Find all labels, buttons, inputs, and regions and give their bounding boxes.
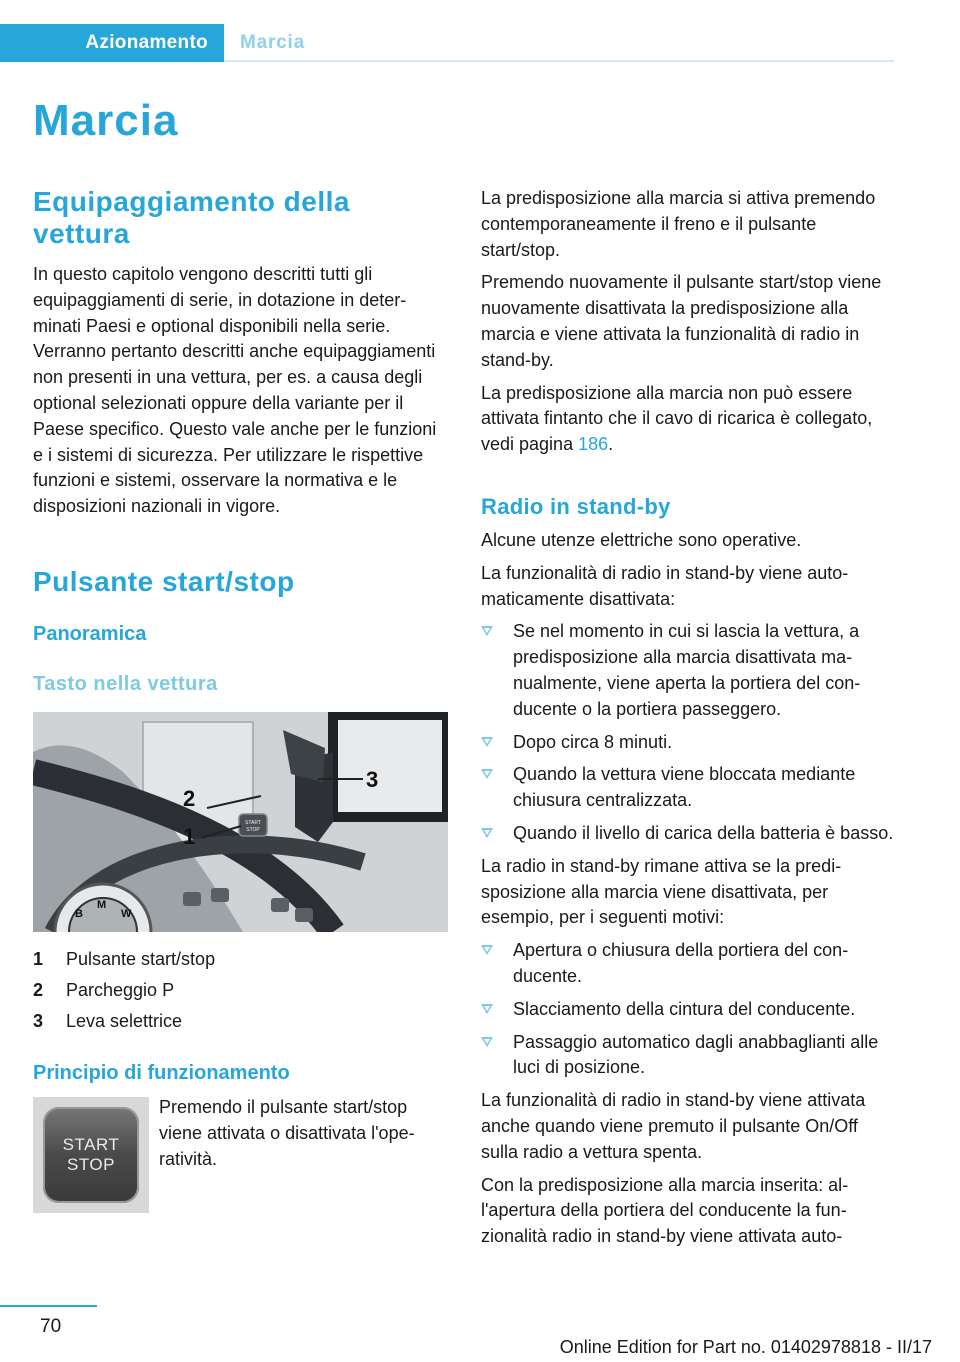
right-paragraph-3-text: La predisposizione alla marcia non può essere attivata fintanto che il cavo di ricarica è collegato, vedi pagina [481,382,873,455]
legend-number: 1 [33,948,44,969]
triangle-bullet-icon [481,1037,493,1047]
list-item-text: Dopo circa 8 minuti. [513,731,673,752]
list-item [481,997,897,1023]
panoramica-heading: Panoramica [33,622,147,645]
list-item [481,1030,897,1082]
right-paragraph-3-end: . [608,434,614,455]
callout-2: 2 [183,785,196,811]
bullet-list-disable [481,619,897,846]
start-stop-button-face [43,1107,139,1203]
legend-number: 2 [33,979,44,1000]
radio-paragraph-1: Alcune utenze elettriche sono operative. [481,529,802,550]
bmw-letter-b: B [75,907,83,920]
bmw-letter-m: M [97,898,107,911]
photo-legend [33,944,448,1037]
bullet-list-active [481,938,897,1081]
list-item [481,938,897,990]
list-item [481,762,897,814]
equip-paragraph: In questo capitolo vengono descritti tutti gli equipaggiamenti di serie, in dotazione in determinati Paesi e optional disponibili nella serie. Verranno pertanto descritti anche equipaggiamenti non presenti in una vettura, per es. a causa degli optional selezionati oppure della variante per il Paese specifico. Questo vale anche per le funzioni e i sistemi di sicurezza. Per utilizzare le rispettive funzioni e sistemi, osservare la normativa e le disposizioni nazionali in vigore. [33,264,437,517]
page-number: 70 [40,1316,62,1337]
triangle-bullet-icon [481,1004,493,1014]
radio-heading: Radio in stand-by [481,493,671,519]
list-item [481,821,897,847]
equip-heading: Equipaggiamento della vettura [33,186,350,249]
principio-heading: Principio di funzionamento [33,1061,290,1084]
footer-divider [0,1305,97,1307]
principio-paragraph: Premendo il pulsante start/stop viene attivata o disattivata l'operatività. [159,1096,415,1169]
header-bar [0,0,960,62]
legend-text: Parcheggio P [66,979,175,1000]
legend-number: 3 [33,1010,44,1031]
list-item-text: Apertura o chiusura della portiera del conducente. [513,940,849,986]
right-paragraph-3 [481,381,897,458]
callout-3: 3 [366,766,379,792]
header-divider [224,60,894,62]
stop-label: STOP [67,1154,115,1174]
page-title: Marcia [33,96,179,145]
triangle-bullet-icon [481,828,493,838]
legend-text: Leva selettrice [66,1010,183,1031]
legend-row [33,944,448,975]
tab-marcia[interactable]: Marcia [240,32,306,53]
list-item-text: Quando la vettura viene bloccata mediante chiusura centralizzata. [513,764,856,811]
pulsante-heading: Pulsante start/stop [33,565,295,597]
list-item-text: Quando il livello di carica della batteria è basso. [513,822,894,843]
list-item [481,730,897,756]
list-item [481,619,897,722]
page-link-186[interactable]: 186 [578,434,609,455]
left-column [33,186,448,1213]
radio-paragraph-5: Con la predisposizione alla marcia inserita: all'apertura della portiera del conducente la funzionalità radio in stand-by viene attivata auto- [481,1174,849,1247]
dashboard-illustration [33,712,448,932]
principio-block [33,1095,448,1213]
dashboard-photo [33,712,448,932]
tasto-heading: Tasto nella vettura [33,672,218,695]
tab-azionamento[interactable]: Azionamento [0,24,224,62]
right-column [481,186,897,1250]
list-item-text: Passaggio automatico dagli anabbaglianti alle luci di posizione. [513,1031,879,1078]
triangle-bullet-icon [481,769,493,779]
list-item-text: Slacciamento della cintura del conducente. [513,998,856,1019]
footer-edition: Online Edition for Part no. 01402978818 - II/17 [559,1337,932,1357]
start-stop-button-image [33,1097,149,1213]
callout-1: 1 [183,823,196,849]
start-label: START [62,1134,120,1154]
legend-row [33,975,448,1006]
triangle-bullet-icon [481,626,493,636]
list-item-text: Se nel momento in cui si lascia la vettura, a predisposizione alla marcia disattivata manualmente, viene aperta la portiera del conducente o la portiera passeggero. [513,621,861,719]
photo-button-stop: STOP [246,826,260,833]
legend-text: Pulsante start/stop [66,948,216,969]
radio-paragraph-4: La funzionalità di radio in stand-by viene attivata anche quando viene premuto il pulsante On/Off sulla radio a vettura spenta. [481,1090,866,1162]
right-paragraph-2: Premendo nuovamente il pulsante start/stop viene nuovamente disattivata la predisposizione alla marcia e viene attivata la funzionalità di radio in stand-by. [481,272,882,370]
legend-row [33,1006,448,1037]
right-paragraph-1: La predisposizione alla marcia si attiva premendo contemporaneamente il freno e il pulsante start/stop. [481,188,876,260]
radio-paragraph-2: La funzionalità di radio in stand-by viene automaticamente disattivata: [481,562,849,609]
photo-button-start: START [245,819,261,826]
triangle-bullet-icon [481,737,493,747]
radio-paragraph-3: La radio in stand-by rimane attiva se la predisposizione alla marcia viene disattivata, per esempio, per i seguenti motivi: [481,855,842,928]
bmw-letter-w: W [121,907,132,920]
triangle-bullet-icon [481,945,493,955]
